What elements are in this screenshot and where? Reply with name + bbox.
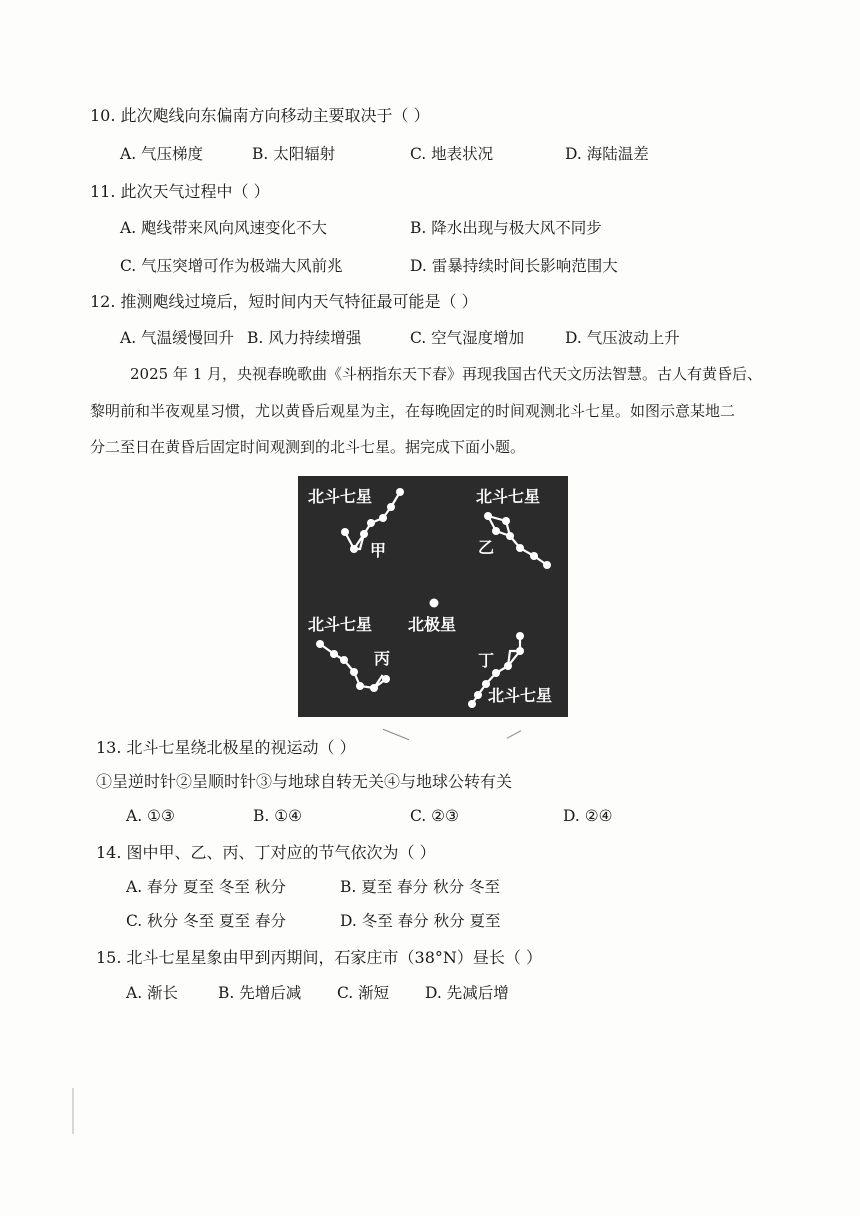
star bbox=[492, 527, 500, 535]
question-15-option-d[interactable]: D. 先减后增 bbox=[425, 984, 509, 1002]
star bbox=[356, 682, 364, 690]
question-14-option-b[interactable]: B. 夏至 春分 秋分 冬至 bbox=[340, 878, 501, 896]
dipper-yi-line bbox=[488, 516, 547, 565]
label-polaris: 北极星 bbox=[408, 615, 457, 634]
star bbox=[316, 640, 324, 648]
question-13-option-c[interactable]: C. ②③ bbox=[410, 807, 459, 825]
question-10-stem: 10. 此次飑线向东偏南方向移动主要取决于（ ） bbox=[90, 106, 430, 125]
label-big-dipper-jia: 北斗七星 bbox=[308, 487, 373, 506]
question-11-option-d[interactable]: D. 雷暴持续时间长影响范围大 bbox=[410, 257, 618, 275]
big-dipper-figure bbox=[298, 476, 568, 717]
question-13-option-b[interactable]: B. ①④ bbox=[253, 807, 303, 825]
big-dipper-diagram bbox=[298, 476, 568, 717]
question-11-option-b[interactable]: B. 降水出现与极大风不同步 bbox=[410, 219, 602, 237]
star bbox=[516, 632, 524, 640]
question-15-option-a[interactable]: A. 渐长 bbox=[126, 984, 179, 1002]
label-ding: 丁 bbox=[478, 651, 495, 670]
star bbox=[350, 545, 358, 553]
star bbox=[379, 514, 387, 522]
polaris-star bbox=[430, 599, 439, 608]
label-bing: 丙 bbox=[374, 649, 391, 668]
question-11-option-c[interactable]: C. 气压突增可作为极端大风前兆 bbox=[120, 257, 343, 275]
question-13-option-a[interactable]: A. ①③ bbox=[126, 807, 175, 825]
question-13-stem: 13. 北斗七星绕北极星的视运动（ ） bbox=[96, 738, 356, 757]
star bbox=[396, 488, 404, 496]
star bbox=[387, 503, 395, 511]
question-11-option-a[interactable]: A. 飑线带来风向风速变化不大 bbox=[120, 219, 328, 237]
question-10-option-d[interactable]: D. 海陆温差 bbox=[565, 145, 649, 163]
star bbox=[543, 561, 551, 569]
question-12-option-b[interactable]: B. 风力持续增强 bbox=[247, 329, 362, 347]
star bbox=[370, 684, 378, 692]
question-14-option-c[interactable]: C. 秋分 冬至 夏至 春分 bbox=[126, 912, 286, 930]
label-yi: 乙 bbox=[478, 538, 495, 557]
star bbox=[382, 675, 390, 683]
passage-line-2: 黎明前和半夜观星习惯，尤以黄昏后观星为主，在每晚固定的时间观测北斗七星。如图示意某地二 bbox=[90, 402, 736, 420]
star bbox=[502, 517, 510, 525]
scan-mark bbox=[507, 730, 522, 738]
question-15-stem: 15. 北斗七星星象由甲到丙期间，石家庄市（38°N）昼长（ ） bbox=[96, 948, 542, 967]
star bbox=[530, 552, 538, 560]
star bbox=[516, 544, 524, 552]
label-big-dipper-ding: 北斗七星 bbox=[488, 686, 553, 705]
label-big-dipper-yi: 北斗七星 bbox=[476, 487, 541, 506]
star bbox=[506, 532, 514, 540]
question-13-statements: ①呈逆时针②呈顺时针③与地球自转无关④与地球公转有关 bbox=[96, 772, 513, 791]
question-10-option-c[interactable]: C. 地表状况 bbox=[410, 145, 494, 163]
star bbox=[468, 700, 476, 708]
star bbox=[330, 650, 338, 658]
question-14-stem: 14. 图中甲、乙、丙、丁对应的节气依次为（ ） bbox=[96, 843, 436, 862]
question-12-option-c[interactable]: C. 空气湿度增加 bbox=[410, 329, 525, 347]
star bbox=[504, 662, 512, 670]
star bbox=[367, 519, 375, 527]
scan-mark bbox=[383, 729, 409, 740]
question-10-option-b[interactable]: B. 太阳辐射 bbox=[252, 145, 336, 163]
question-15-option-c[interactable]: C. 渐短 bbox=[337, 984, 390, 1002]
star bbox=[492, 669, 500, 677]
star bbox=[360, 530, 368, 538]
scan-edge-mark bbox=[72, 1088, 74, 1134]
question-12-stem: 12. 推测飑线过境后，短时间内天气特征最可能是（ ） bbox=[90, 292, 478, 311]
passage-line-3: 分二至日在黄昏后固定时间观测到的北斗七星。据完成下面小题。 bbox=[90, 438, 526, 456]
label-big-dipper-bing: 北斗七星 bbox=[308, 615, 373, 634]
question-15-option-b[interactable]: B. 先增后减 bbox=[218, 984, 302, 1002]
question-12-option-d[interactable]: D. 气压波动上升 bbox=[565, 329, 680, 347]
question-10-option-a[interactable]: A. 气压梯度 bbox=[120, 145, 204, 163]
star bbox=[350, 668, 358, 676]
star bbox=[484, 512, 492, 520]
passage-line-1: 2025 年 1 月，央视春晚歌曲《斗柄指东天下春》再现我国古代天文历法智慧。古人有黄昏后、 bbox=[130, 365, 763, 383]
star bbox=[340, 656, 348, 664]
question-14-option-a[interactable]: A. 春分 夏至 冬至 秋分 bbox=[126, 878, 286, 896]
star bbox=[474, 691, 482, 699]
question-14-option-d[interactable]: D. 冬至 春分 秋分 夏至 bbox=[340, 912, 501, 930]
label-jia: 甲 bbox=[370, 541, 387, 560]
star bbox=[516, 647, 524, 655]
question-11-stem: 11. 此次天气过程中（ ） bbox=[90, 182, 270, 201]
star bbox=[341, 528, 349, 536]
question-12-option-a[interactable]: A. 气温缓慢回升 bbox=[120, 329, 235, 347]
question-13-option-d[interactable]: D. ②④ bbox=[563, 807, 613, 825]
